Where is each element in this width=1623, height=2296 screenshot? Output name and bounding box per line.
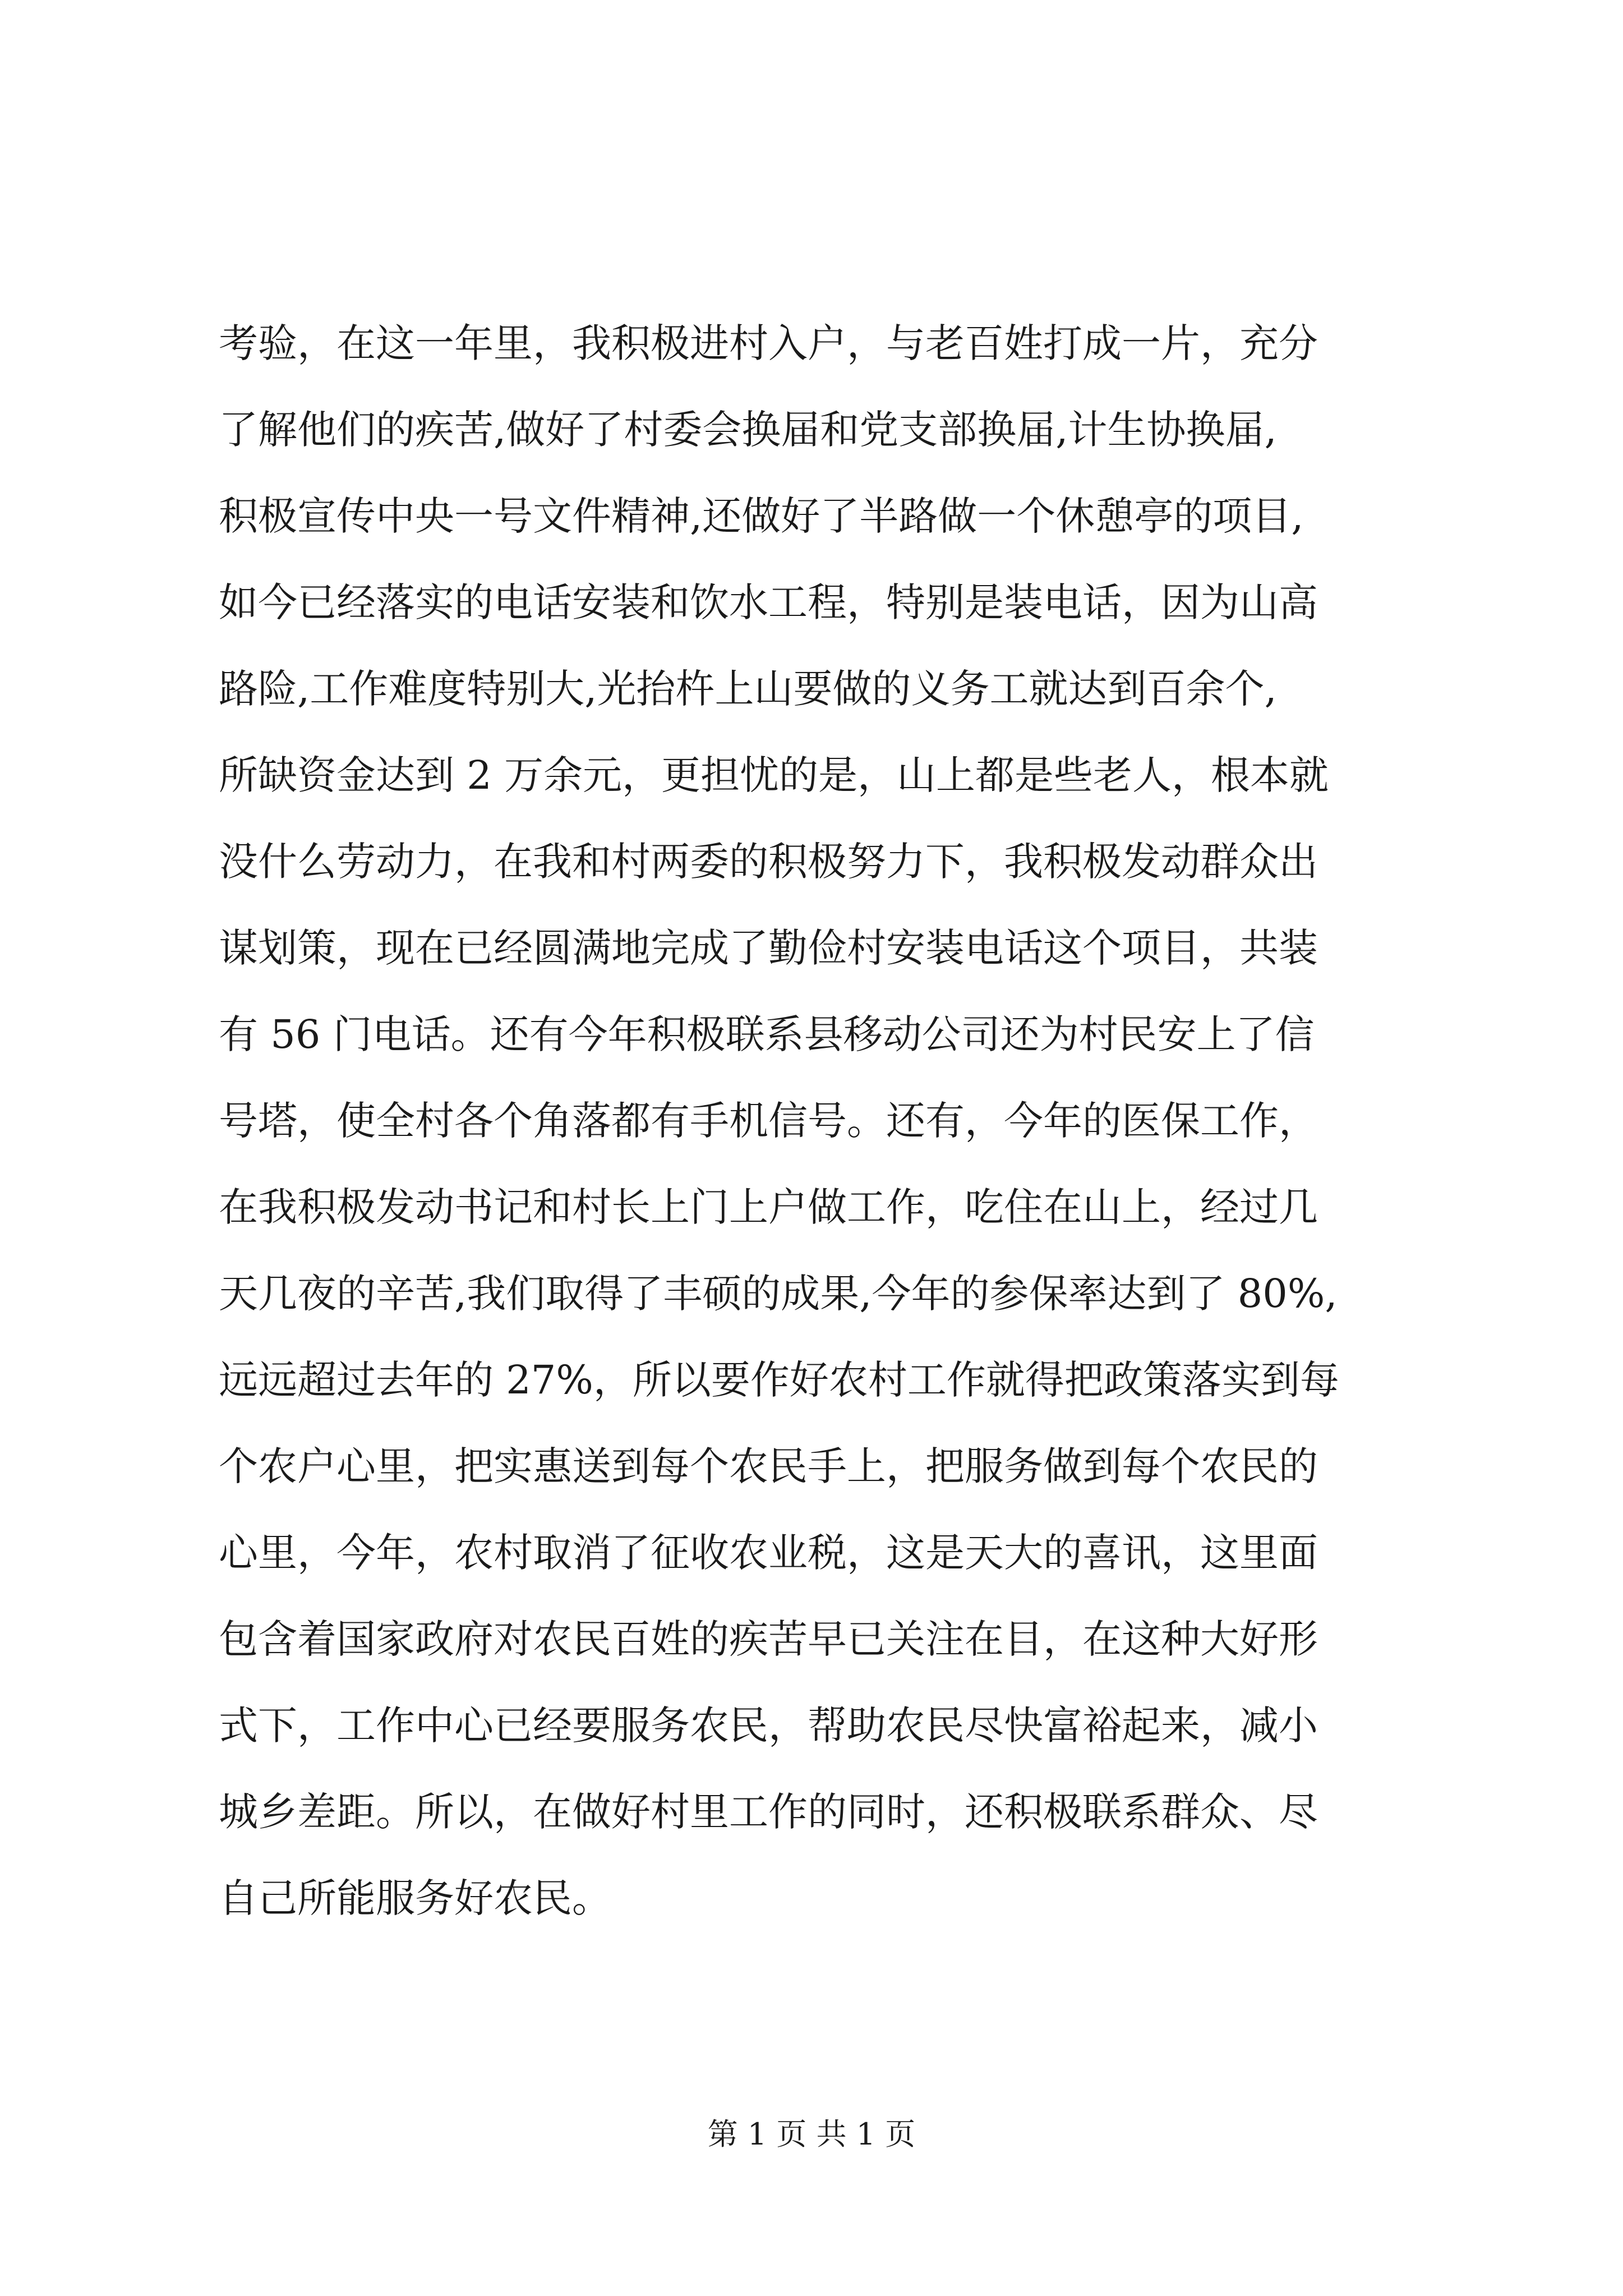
text-line: 天几夜的辛苦,我们取得了丰硕的成果,今年的参保率达到了 80%,	[219, 1271, 1338, 1317]
text-line: 城乡差距。所以，在做好村里工作的同时，还积极联系群众、尽	[219, 1789, 1318, 1835]
text-line: 包含着国家政府对农民百姓的疾苦早已关注在目，在这种大好形	[219, 1616, 1318, 1662]
text-line: 自己所能服务好农民。	[219, 1875, 611, 1921]
page-footer	[0, 2115, 1623, 2154]
text-line: 在我积极发动书记和村长上门上户做工作，吃住在山上，经过几	[219, 1184, 1318, 1230]
text-line: 号塔，使全村各个角落都有手机信号。还有，今年的医保工作，	[219, 1098, 1318, 1144]
text-line: 远远超过去年的 27%，所以要作好农村工作就得把政策落实到每	[219, 1357, 1339, 1403]
page-number-label: 第 1 页 共 1 页	[707, 2116, 916, 2152]
text-line: 所缺资金达到 2 万余元，更担忧的是，山上都是些老人，根本就	[219, 752, 1329, 798]
text-line: 有 56 门电话。还有今年积极联系县移动公司还为村民安上了信	[219, 1011, 1315, 1057]
text-line: 积极宣传中央一号文件精神,还做好了半路做一个休憩亭的项目,	[219, 493, 1304, 539]
text-line: 没什么劳动力，在我和村两委的积极努力下，我积极发动群众出	[219, 839, 1318, 885]
text-line: 了解他们的疾苦,做好了村委会换届和党支部换届,计生协换届,	[219, 407, 1277, 453]
text-line: 路险,工作难度特别大,光抬杵上山要做的义务工就达到百余个,	[219, 666, 1277, 712]
text-line: 如今已经落实的电话安装和饮水工程，特别是装电话，因为山高	[219, 579, 1318, 625]
text-line: 谋划策，现在已经圆满地完成了勤俭村安装电话这个项目，共装	[219, 925, 1318, 971]
text-line: 式下，工作中心已经要服务农民，帮助农民尽快富裕起来，减小	[219, 1703, 1318, 1749]
text-line: 个农户心里，把实惠送到每个农民手上，把服务做到每个农民的	[219, 1443, 1318, 1489]
text-line: 心里，今年，农村取消了征收农业税，这是天大的喜讯，这里面	[219, 1530, 1318, 1576]
text-line: 考验，在这一年里，我积极进村入户，与老百姓打成一片，充分	[219, 320, 1318, 366]
body-text	[219, 300, 1469, 1941]
